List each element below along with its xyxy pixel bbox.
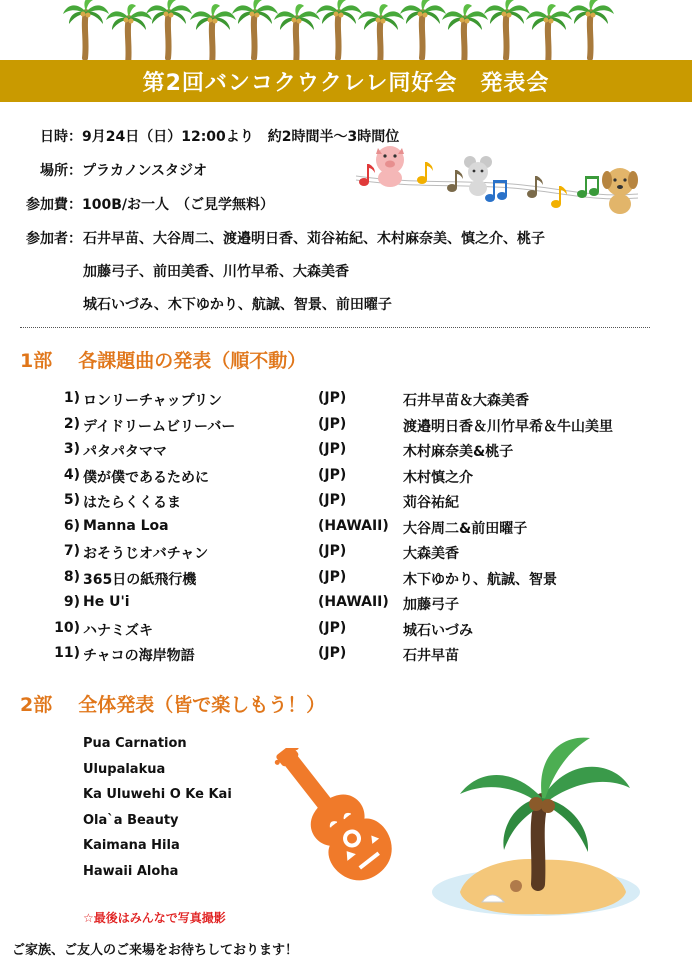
song-origin: (JP) (318, 466, 347, 483)
music-note-icon (417, 162, 433, 184)
palm-tree-border (0, 0, 692, 60)
palm-tree-icon (274, 4, 320, 60)
datetime-value: 9月24日（日）12:00より 約2時間半～3時間位 (82, 129, 400, 145)
part1-title: 各課題曲の発表（順不動） (78, 350, 307, 372)
palm-tree-icon (442, 4, 488, 60)
palm-tree-icon (106, 4, 152, 60)
song-performers: 木下ゆかり、航誠、智景 (403, 571, 557, 588)
music-note-icon (359, 164, 375, 186)
song-title: 僕が僕であるために (83, 469, 209, 486)
song-row (0, 390, 692, 414)
info-datetime (20, 126, 399, 146)
song-title: He U'i (83, 594, 130, 610)
music-note-icon (577, 176, 599, 198)
song-number: 11) (54, 645, 80, 661)
song-number: 3) (63, 441, 80, 457)
song-row (0, 492, 692, 516)
closing-message: ご家族、ご友人のご来場をお待ちしております！ (12, 943, 299, 958)
fee-label: 参加費： (26, 197, 82, 213)
info-participants (20, 228, 82, 248)
song-performers: 木村慎之介 (403, 469, 473, 486)
palm-tree-icon (484, 0, 530, 58)
venue-value: プラカノンスタジオ (82, 163, 208, 179)
song-number: 10) (54, 619, 80, 636)
song-performers: 木村麻奈美&桃子 (403, 444, 514, 460)
venue-label: 場所： (40, 163, 82, 179)
pig-icon (376, 146, 404, 187)
song-performers: 石井早苗 (403, 648, 459, 664)
song-performers: 大谷周二&前田曜子 (403, 520, 528, 537)
participants-line: 城石いづみ、木下ゆかり、航誠、智景、前田曜子 (83, 297, 392, 313)
song-performers: 苅谷祐紀 (403, 495, 459, 511)
song-title: パタパタママ (83, 444, 167, 460)
island-icon (420, 724, 652, 924)
part1-number: 1部 (20, 350, 53, 372)
song-number: 6) (63, 517, 80, 534)
song-origin: (JP) (318, 645, 347, 661)
song-title: 365日の紙飛行機 (83, 571, 197, 588)
part1-heading (20, 346, 306, 373)
song-number: 7) (63, 543, 80, 559)
song-performers: 渡邉明日香＆川竹早希＆牛山美里 (403, 418, 613, 435)
song-performers: 城石いづみ (403, 622, 473, 639)
song-row (0, 569, 692, 593)
song-origin: (HAWAII) (318, 517, 389, 534)
palm-tree-icon (400, 0, 446, 58)
ukulele-icon (266, 748, 406, 888)
song-number: 8) (63, 568, 80, 585)
song-row (0, 594, 692, 618)
song-origin: (JP) (318, 568, 347, 585)
song-origin: (JP) (318, 441, 347, 457)
song-number: 9) (63, 594, 80, 610)
palm-tree-icon (526, 4, 572, 60)
palm-tree-icon (232, 0, 278, 58)
song-number: 4) (63, 466, 80, 483)
participants-label: 参加者： (26, 231, 82, 247)
photo-note: ☆最後はみんなで写真撮影 (83, 911, 226, 925)
palm-tree-icon (316, 0, 362, 58)
part2-song: Ola`a Beauty (83, 812, 179, 828)
part2-title: 全体発表（皆で楽しもう！） (78, 694, 326, 716)
song-number: 1) (63, 390, 80, 406)
palm-tree-icon (146, 0, 192, 58)
song-row (0, 518, 692, 542)
part2-song: Ulupalakua (83, 761, 166, 777)
info-venue (20, 160, 207, 180)
page-title: 第2回バンコクウクレレ同好会 発表会 (0, 60, 692, 102)
datetime-label: 日時： (40, 129, 82, 145)
music-animals-illustration (352, 140, 642, 220)
song-origin: (JP) (318, 492, 347, 508)
song-row (0, 645, 692, 669)
part2-song: Pua Carnation (83, 736, 187, 751)
music-note-icon (447, 170, 463, 192)
part2-heading (20, 690, 325, 717)
participants-line: 加藤弓子、前田美香、川竹早希、大森美香 (83, 264, 349, 280)
song-title: はたらくくるま (83, 495, 181, 511)
palm-tree-icon (568, 0, 614, 58)
song-origin: (JP) (318, 619, 347, 636)
song-row (0, 441, 692, 465)
song-origin: (HAWAII) (318, 594, 389, 610)
song-performers: 加藤弓子 (403, 597, 459, 613)
palm-tree-icon (190, 4, 236, 60)
dog-icon (602, 168, 638, 214)
info-fee (20, 194, 274, 214)
song-row (0, 620, 692, 644)
participants-line: 石井早苗、大谷周二、渡邉明日香、苅谷祐紀、木村麻奈美、慎之介、桃子 (83, 231, 545, 247)
song-title: デイドリームビリーバー (83, 418, 236, 435)
song-origin: (JP) (318, 543, 347, 559)
part2-song: Hawaii Aloha (83, 863, 179, 879)
part2-song: Ka Uluwehi O Ke Kai (83, 787, 232, 802)
song-performers: 大森美香 (403, 546, 459, 562)
part2-number: 2部 (20, 694, 53, 716)
song-title: ハナミズキ (83, 622, 153, 639)
song-title: チャコの海岸物語 (83, 648, 195, 664)
palm-tree-icon (358, 4, 404, 60)
song-title: ロンリーチャップリン (83, 393, 223, 409)
song-title: おそうじオバチャン (83, 546, 209, 562)
palm-tree-icon (63, 0, 109, 58)
song-row (0, 467, 692, 491)
mouse-icon (464, 156, 492, 196)
song-origin: (JP) (318, 390, 347, 406)
part2-song: Kaimana Hila (83, 838, 180, 853)
song-performers: 石井早苗＆大森美香 (403, 393, 529, 409)
song-row (0, 543, 692, 567)
fee-value: 100B/お一人 （ご見学無料） (82, 197, 275, 213)
song-number: 2) (63, 415, 80, 432)
song-origin: (JP) (318, 415, 347, 432)
section-divider (20, 327, 650, 328)
song-number: 5) (63, 492, 80, 508)
song-title: Manna Loa (83, 517, 169, 534)
song-row (0, 416, 692, 440)
